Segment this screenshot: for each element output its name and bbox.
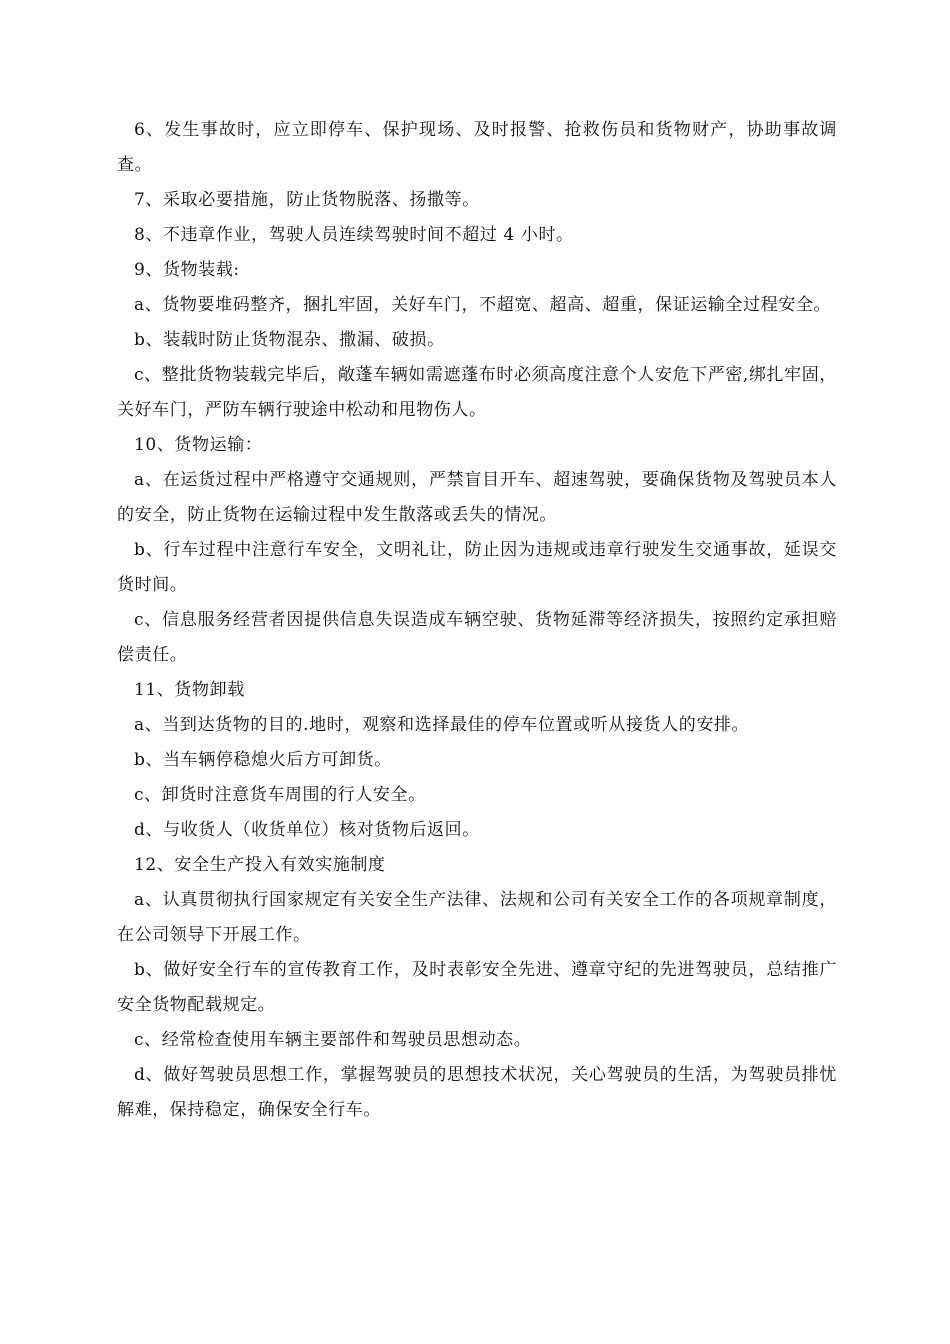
paragraph-loading-c: c、整批货物装载完毕后，敞蓬车辆如需遮蓬布时必须高度注意个人安危下严密,绑扎牢固，关好车门，严防车辆行驶途中松动和甩物伤人。: [117, 365, 837, 420]
paragraph-prevent-cargo-falling: 7、采取必要措施，防止货物脱落、扬撒等。: [134, 190, 480, 210]
paragraph-unloading-c: c、卸货时注意货车周围的行人安全。: [134, 785, 426, 805]
paragraph-transport-c: c、信息服务经营者因提供信息失误造成车辆空驶、货物延滞等经济损失，按照约定承担赔偿责任。: [117, 610, 837, 665]
paragraph-safety-d: d、做好驾驶员思想工作，掌握驾驶员的思想技术状况，关心驾驶员的生活，为驾驶员排忧解难，保持稳定，确保安全行车。: [117, 1065, 837, 1120]
section-heading-cargo-transport: 10、货物运输：: [134, 435, 263, 455]
paragraph-unloading-a: a、当到达货物的目的.地时，观察和选择最佳的停车位置或听从接货人的安排。: [134, 715, 750, 735]
paragraph-driving-hours: 8、不违章作业，驾驶人员连续驾驶时间不超过 4 小时。: [134, 225, 574, 245]
paragraph-unloading-b: b、当车辆停稳熄火后方可卸货。: [134, 750, 392, 770]
section-heading-safety-investment: 12、安全生产投入有效实施制度: [134, 855, 386, 875]
section-heading-cargo-unloading: 11、货物卸载: [134, 680, 245, 700]
paragraph-safety-b: b、做好安全行车的宣传教育工作，及时表彰安全先进、遵章守纪的先进驾驶员，总结推广安全货物配载规定。: [117, 960, 837, 1015]
document-body: [117, 113, 837, 1128]
paragraph-accident-handling: 6、发生事故时，应立即停车、保护现场、及时报警、抢救伤员和货物财产，协助事故调查。: [117, 120, 837, 175]
paragraph-safety-a: a、认真贯彻执行国家规定有关安全生产法律、法规和公司有关安全工作的各项规章制度，在公司领导下开展工作。: [117, 890, 837, 945]
paragraph-loading-a: a、货物要堆码整齐，捆扎牢固，关好车门，不超宽、超高、超重，保证运输全过程安全。: [134, 295, 832, 315]
paragraph-safety-c: c、经常检查使用车辆主要部件和驾驶员思想动态。: [134, 1030, 532, 1050]
section-heading-cargo-loading: 9、货物装载:: [134, 260, 240, 280]
paragraph-unloading-d: d、与收货人（收货单位）核对货物后返回。: [134, 820, 480, 840]
paragraph-loading-b: b、装载时防止货物混杂、撒漏、破损。: [134, 330, 445, 350]
paragraph-transport-a: a、在运货过程中严格遵守交通规则，严禁盲目开车、超速驾驶，要确保货物及驾驶员本人的安全，防止货物在运输过程中发生散落或丢失的情况。: [117, 470, 837, 525]
paragraph-transport-b: b、行车过程中注意行车安全，文明礼让，防止因为违规或违章行驶发生交通事故，延误交货时间。: [117, 540, 837, 595]
